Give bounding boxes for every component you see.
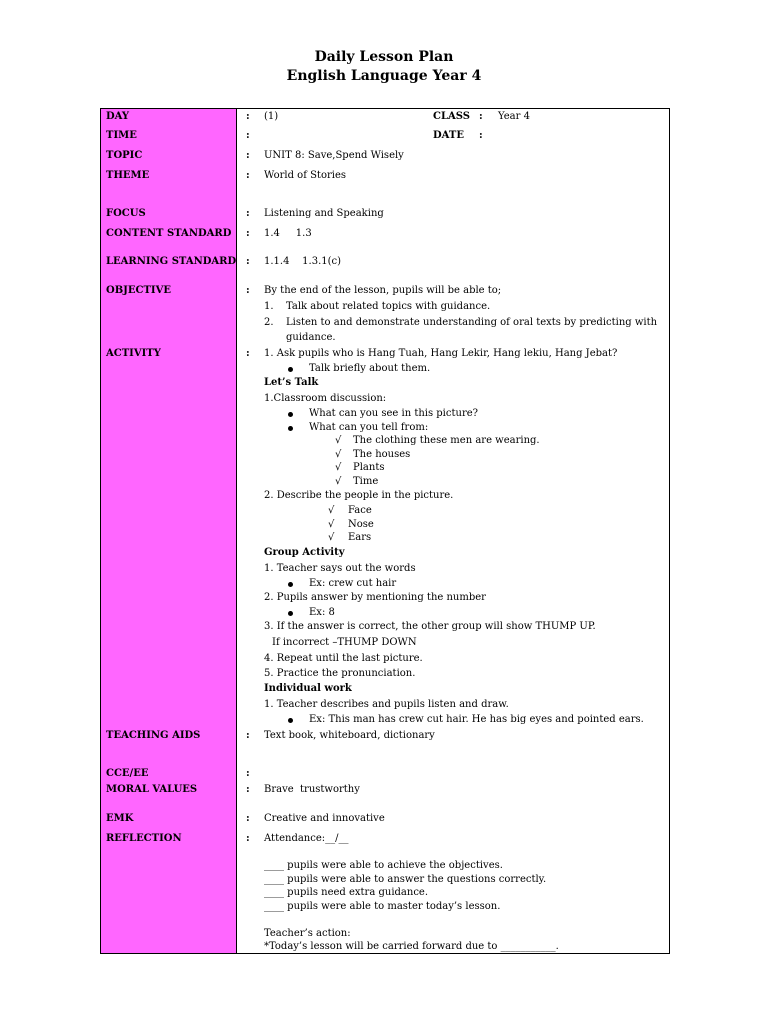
individual-step: 1. Teacher describes and pupils listen and draw. (264, 699, 509, 710)
day-value: (1) (264, 111, 279, 122)
label-teaching-aids: TEACHING AIDS (106, 730, 201, 741)
label-reflection: REFLECTION (106, 833, 182, 844)
subtitle: English Language Year 4 (286, 68, 482, 84)
objective-num: 2. (264, 317, 274, 328)
colon: : (246, 208, 250, 219)
reflection-line: ____ pupils were able to answer the questions correctly. (264, 874, 547, 885)
tell-from-item: The houses (353, 449, 411, 460)
colon: : (246, 784, 250, 795)
objective-intro: By the end of the lesson, pupils will be able to; (264, 285, 502, 296)
bullet-icon (288, 367, 293, 372)
label-date: DATE (433, 130, 464, 141)
label-time: TIME (106, 130, 137, 141)
reflection-line: ____ pupils were able to master today’s lesson. (264, 901, 501, 912)
group-step: 1. Teacher says out the words (264, 563, 416, 574)
bullet-icon (288, 426, 293, 431)
group-step: 2. Pupils answer by mentioning the number (264, 592, 486, 603)
check-icon: √ (335, 435, 342, 446)
lets-talk-heading: Let’s Talk (264, 377, 319, 388)
group-example: Ex: 8 (309, 607, 335, 618)
tell-from-item: Time (353, 476, 379, 487)
reflection-line: ____ pupils were able to achieve the objectives. (264, 860, 503, 871)
check-icon: √ (335, 449, 342, 460)
reflection-line: ____ pupils need extra guidance. (264, 887, 429, 898)
carried-forward-line: *Today’s lesson will be carried forward due to ___________. (264, 941, 559, 952)
colon: : (246, 285, 250, 296)
bullet-icon (288, 718, 293, 723)
label-objective: OBJECTIVE (106, 285, 171, 296)
individual-work-heading: Individual work (264, 683, 352, 694)
content-standard-value: 1.4 1.3 (264, 228, 312, 239)
objective-item: Talk about related topics with guidance. (286, 301, 491, 312)
column-divider (236, 109, 237, 953)
check-icon: √ (328, 519, 335, 530)
activity-intro: 1. Ask pupils who is Hang Tuah, Hang Lekir, Hang lekiu, Hang Jebat? (264, 348, 618, 359)
describe-line: 2. Describe the people in the picture. (264, 490, 454, 501)
check-icon: √ (328, 532, 335, 543)
colon: : (246, 228, 250, 239)
colon: : (479, 111, 483, 122)
group-step: 4. Repeat until the last picture. (264, 653, 423, 664)
label-topic: TOPIC (106, 150, 143, 161)
label-content-standard: CONTENT STANDARD (106, 228, 232, 239)
individual-example: Ex: This man has crew cut hair. He has big eyes and pointed ears. (309, 714, 644, 725)
label-focus: FOCUS (106, 208, 146, 219)
theme-value: World of Stories (264, 170, 346, 181)
colon: : (479, 130, 483, 141)
label-activity: ACTIVITY (106, 348, 161, 359)
colon: : (246, 813, 250, 824)
group-step: 5. Practice the pronunciation. (264, 668, 416, 679)
class-value: Year 4 (498, 111, 530, 122)
label-theme: THEME (106, 170, 150, 181)
describe-item: Face (348, 505, 372, 516)
label-class: CLASS (433, 111, 470, 122)
teaching-aids-value: Text book, whiteboard, dictionary (264, 730, 435, 741)
bullet-icon (288, 412, 293, 417)
bullet-icon (288, 611, 293, 616)
discussion-line: 1.Classroom discussion: (264, 393, 387, 404)
discussion-bullet: What can you tell from: (309, 422, 429, 433)
group-step: 3. If the answer is correct, the other group will show THUMP UP. (264, 621, 596, 632)
learning-standard-value: 1.1.4 1.3.1(c) (264, 256, 342, 267)
tell-from-item: Plants (353, 462, 385, 473)
topic-value: UNIT 8: Save,Spend Wisely (264, 150, 404, 161)
objective-item: Listen to and demonstrate understanding of oral texts by predicting with (286, 317, 658, 328)
focus-value: Listening and Speaking (264, 208, 384, 219)
check-icon: √ (328, 505, 335, 516)
moral-values-value: Brave trustworthy (264, 784, 360, 795)
teacher-action-line: Teacher’s action: (264, 928, 351, 939)
colon: : (246, 833, 250, 844)
label-cce-ee: CCE/EE (106, 768, 149, 779)
colon: : (246, 730, 250, 741)
group-activity-heading: Group Activity (264, 547, 345, 558)
check-icon: √ (335, 476, 342, 487)
label-day: DAY (106, 111, 130, 122)
colon: : (246, 150, 250, 161)
group-step-continued: If incorrect –THUMP DOWN (272, 637, 417, 648)
activity-bullet: Talk briefly about them. (309, 363, 431, 374)
check-icon: √ (335, 462, 342, 473)
tell-from-item: The clothing these men are wearing. (353, 435, 540, 446)
title: Daily Lesson Plan (314, 49, 454, 65)
colon: : (246, 130, 250, 141)
colon: : (246, 111, 250, 122)
colon: : (246, 348, 250, 359)
discussion-bullet: What can you see in this picture? (309, 408, 478, 419)
describe-item: Nose (348, 519, 374, 530)
describe-item: Ears (348, 532, 372, 543)
colon: : (246, 768, 250, 779)
colon: : (246, 170, 250, 181)
objective-item-continued: guidance. (286, 332, 336, 343)
label-learning-standard: LEARNING STANDARD (106, 256, 237, 267)
emk-value: Creative and innovative (264, 813, 385, 824)
attendance-line: Attendance:__/__ (264, 833, 349, 844)
objective-num: 1. (264, 301, 274, 312)
colon: : (246, 256, 250, 267)
bullet-icon (288, 582, 293, 587)
group-example: Ex: crew cut hair (309, 578, 397, 589)
label-moral-values: MORAL VALUES (106, 784, 198, 795)
label-emk: EMK (106, 813, 134, 824)
